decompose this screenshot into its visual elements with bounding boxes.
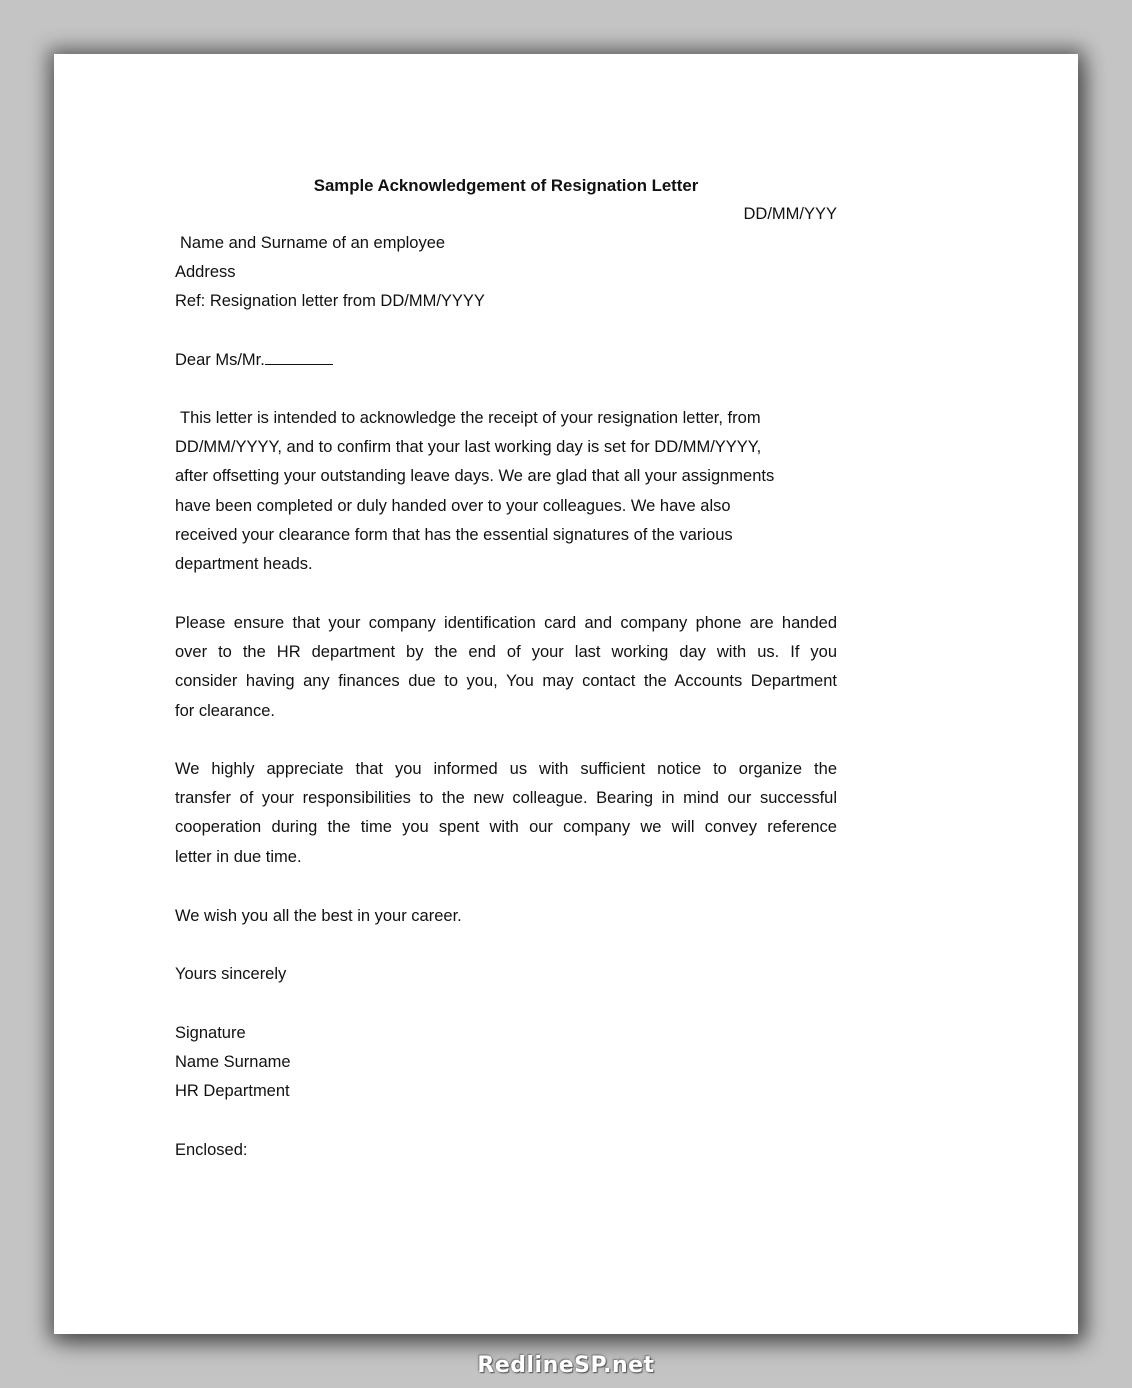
paragraph-handover [175,609,837,726]
letter-date: DD/MM/YYY [743,205,837,223]
salutation: Dear Ms/Mr. [175,351,265,369]
paragraph-line: DD/MM/YYYY, and to confirm that your last working day is set for DD/MM/YYYY, [175,438,762,457]
paragraph-line: department heads. [175,555,313,574]
paragraph-line: have been completed or duly handed over to your colleagues. We have also [175,496,731,515]
paragraph-line: received your clearance form that has the essential signatures of the various [175,525,733,544]
signature-block [175,1019,837,1107]
paragraph-line: Please ensure that your company identification card and company phone are handed [175,614,837,632]
watermark: RedlineSP.net [477,1353,655,1378]
recipient-block [175,229,837,317]
paragraph-line: after offsetting your outstanding leave days. We are glad that all your assignments [175,467,775,486]
paragraph-acknowledgement [175,404,837,579]
letter-page [54,54,1078,1334]
reference-line: Ref: Resignation letter from DD/MM/YYYY [175,292,485,311]
paragraph-line: We highly appreciate that you informed us with sufficient notice to organize the [175,760,837,778]
salutation-line [175,346,837,375]
paragraph-line: for clearance. [175,701,275,720]
paragraph-line: This letter is intended to acknowledge the receipt of your resignation letter, from [180,409,761,427]
recipient-name: Name and Surname of an employee [180,234,446,252]
signature-label: Signature [175,1024,246,1042]
signatory-name: Name Surname [175,1053,291,1072]
paragraph-line: cooperation during the time you spent with our company we will convey reference [175,818,837,837]
paragraph-line: consider having any finances due to you, You may contact the Accounts Department [175,672,837,691]
recipient-address: Address [175,263,236,282]
wishes-line: We wish you all the best in your career. [175,907,462,925]
closing-line: Yours sincerely [175,965,287,983]
signatory-department: HR Department [175,1082,290,1101]
paragraph-appreciation [175,755,837,872]
name-blank [265,348,333,365]
enclosed-line: Enclosed: [175,1141,248,1159]
paragraph-line: transfer of your responsibilities to the new colleague. Bearing in mind our successful [175,789,837,808]
paragraph-line: letter in due time. [175,847,302,866]
letter-title: Sample Acknowledgement of Resignation Letter [313,176,699,195]
paragraph-line: over to the HR department by the end of your last working day with us. If you [175,643,837,662]
